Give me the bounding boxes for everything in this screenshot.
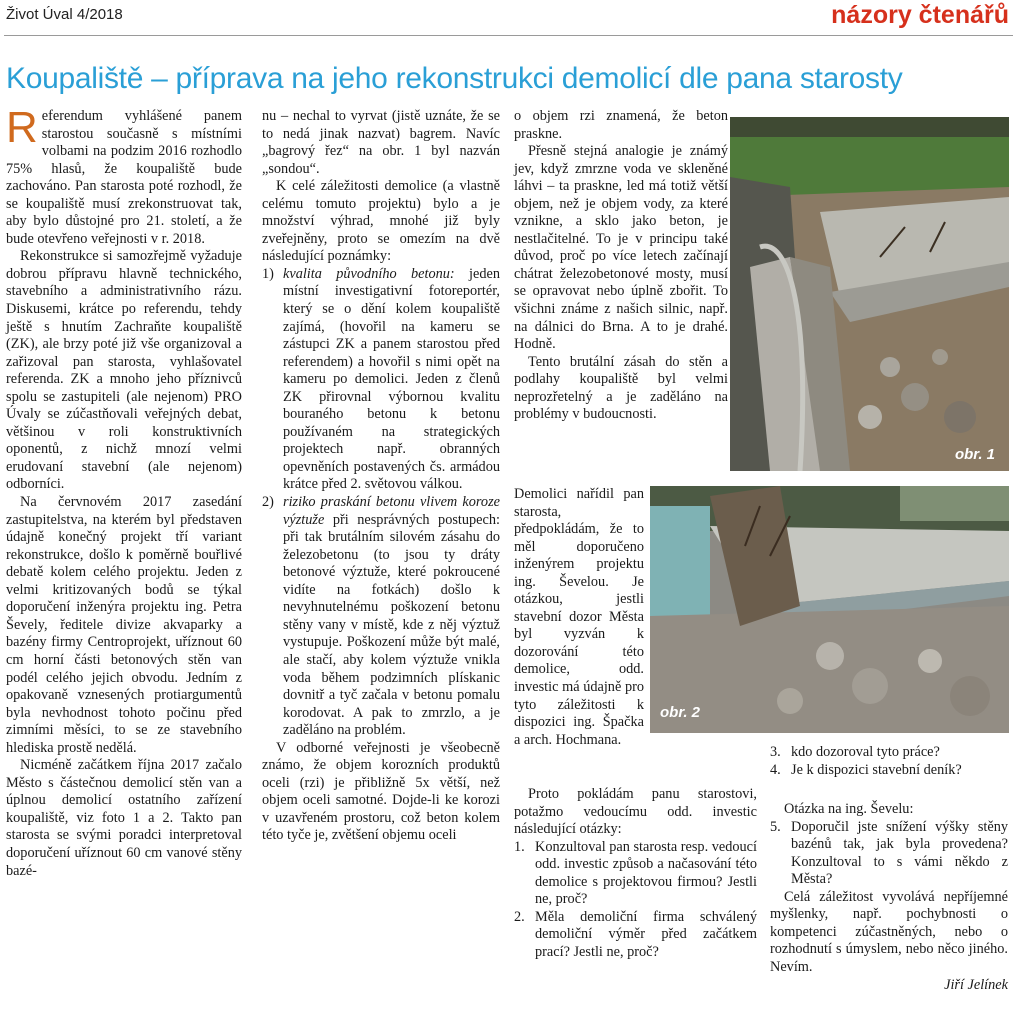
paragraph: o objem rzi znamená, že beton praskne. [514, 108, 728, 142]
paragraph: Proto pokládám panu starostovi, potažmo vedoucímu odd. investic následující otázky: [514, 786, 757, 838]
list-number: 1) [262, 265, 274, 282]
paragraph: Demolici nařídil pan starosta, předpokládám, že to měl doporučeno inženýrem projektu ing. Ševelou. Je otázkou, jestli stavební dozor Města byl vyzván k dozorování této demolice, odd. investic má údajně pro tyto záležitosti k dispozici ing. Špačka a arch. Hochmana. [514, 486, 644, 748]
column-3 [514, 108, 728, 424]
column-1 [6, 103, 242, 880]
list-item-text: Měla demoliční firma schválený demoliční výměr před začátkem prací? Jestli ne, proč? [535, 908, 757, 960]
list-item-heading: riziko praskání betonu vlivem koroze výztuže [283, 494, 500, 528]
list-item [514, 839, 757, 909]
paragraph [6, 103, 242, 248]
list-item-text: při nesprávných postupech: při tak brutálním silovém zásahu do železobetonu (to jsou ty dráty betonové výztuže, které pokroucené vidíte na fotkách) došlo k nevyhnutelnému poškození betonu stěny vany v místě, kde z něj výztuž vystupuje. Poškození může být malé, ale stačí, aby kolem výztuže vnikla voda během podzimních plískanic dovnitř a tyč začala v betonu pomalu korodovat. A pak to zmrzlo, a je zaděláno na problém. [283, 511, 500, 739]
paragraph: Na červnovém 2017 zasedání zastupitelstva, na kterém byl představen údajně konečný projekt tří variant rekonstrukce, došlo k poměrně bouřlivé debatě kolem celého projektu. Jeden z velmi kritizovaných bodů se týkal doporučení inženýra projektu ing. Petra Ševely, ředitele divize akvaparky a bazény firmy Centroprojekt, uříznout 60 cm horní části betonových stěn van podél celého jejich obvodu. Jedním z opakovaně vznesených protiargumentů byla nevhodnost tohoto počinu před zimními měsíci, to se ze stavebního hlediska prostě nedělá. [6, 494, 242, 756]
remarks-list [262, 266, 500, 740]
paragraph: V odborné veřejnosti je všeobecně známo, že objem korozních produktů oceli (rzi) je přibližně 5x větší, než objem oceli samotné. Dojde-li ke korozi v uzavřeném prostoru, což beton kolem této tyče je, zvětšení objemu oceli [262, 739, 500, 844]
paragraph: nu – nechal to vyrvat (jistě uznáte, že se to nedá jinak nazvat) bagrem. Navíc „bagrový řez“ na obr. 1 byl nazván „sondou“. [262, 108, 500, 177]
questions-block [514, 750, 757, 961]
column-3-narrow [514, 486, 644, 749]
list-number: 2. [514, 908, 525, 925]
paragraph: K celé záležitosti demolice (a vlastně celému tomuto projektu) bylo a je množství výhrad, mnohé již byly zveřejněny, proto se omezím na dvě následující poznámky: [262, 178, 500, 265]
photo-2-image [650, 486, 1009, 733]
issue-label: Život Úval 4/2018 [6, 6, 123, 23]
photo-demolished-pool-wall [730, 117, 1009, 471]
photo-1-caption: obr. 1 [954, 446, 995, 463]
paragraph: Celá záležitost vyvolává nepříjemné myšlenky, např. pochybnosti o kompetenci zúčastněných, nebo o rozhodnutí s úmyslem, nebo něco jiného. Nevím. [770, 888, 1008, 976]
column-4 [770, 744, 1008, 994]
author-signature: Jiří Jelínek [944, 976, 1008, 993]
article-title: Koupaliště – příprava na jeho rekonstrukci demolicí dle pana starosty [6, 62, 903, 95]
list-item-text: jeden místní investigativní fotoreportér, který se o dění kolem koupaliště zajímá, (hovořil na kameru se zástupci ZK a panem starostou před referendem) a hovořil s nimi opět na kameru po demolici. Jeden z členů ZK přirovnal výbornou kvalitu bouraného betonu k betonu používaném na strategických projektech např. obranných opevněních postavených čs. armádou krátce před 2. světovou válkou. [283, 265, 500, 493]
list-item [770, 819, 1008, 889]
paragraph-text: eferendum vyhlášené panem starostou současně s místními volbami na podzim 2016 rozhodlo 75% hlasů, že koupaliště bude zachováno. Pan starosta poté rozhodl, že se koupaliště musí zrekonstruovat tak, aby bylo důstojné pro 21. století, a že bude otevřeno veřejnosti v r. 2018. [6, 108, 242, 247]
paragraph: Přesně stejná analogie je známý jev, když zmrzne voda ve skleněné láhvi – ta praskne, led má totiž větší objem, než je objem vody, za které vznikne, a sklo jako beton, je nestlačitelné. To je v principu také důvod, proč po více letech začínají chátrat železobetonové mosty, musí se opravovat nebo úplně zbořit. To všichni známe z našich silnic, např. na dálnici do Brna. A to je drahé. Hodně. [514, 143, 728, 353]
list-item [770, 744, 1008, 762]
list-item-text: Konzultoval pan starosta resp. vedoucí odd. investic způsob a načasování této demolice s projektovou firmou? Jestli ne, proč? [535, 838, 757, 908]
paragraph: Tento brutální zásah do stěn a podlahy koupaliště byl velmi neprozřetelný a je zaděláno na problémy v budoucnosti. [514, 353, 728, 423]
list-item-text: Doporučil jste snížení výšky stěny bazénů tak, jak byla provedena? Konzultoval to s vámi někdo z Města? [791, 818, 1008, 888]
photo-2-caption: obr. 2 [660, 704, 701, 721]
list-number: 5. [770, 818, 781, 835]
list-number: 1. [514, 838, 525, 855]
list-number: 4. [770, 761, 781, 778]
column-2 [262, 108, 500, 845]
list-number: 2) [262, 494, 274, 511]
list-item [514, 909, 757, 962]
list-item-text: Je k dispozici stavební deník? [791, 761, 962, 778]
paragraph: Otázka na ing. Ševelu: [784, 801, 914, 818]
section-label: názory čtenářů [831, 1, 1009, 29]
photo-pool-wall-rubble [650, 486, 1009, 733]
questions-list-2 [770, 744, 1008, 779]
drop-cap: R [6, 103, 38, 152]
paragraph: Nicméně začátkem října 2017 začalo Město s částečnou demolicí stěn van a úplnou demolicí ostatního zařízení koupaliště, viz foto 1 a 2. Takto pan starosta se svými poradci interpretoval doporučení uříznout 60 cm vanové stěny bazé- [6, 757, 242, 879]
list-item [262, 266, 500, 494]
list-item-text: kdo dozoroval tyto práce? [791, 744, 940, 760]
paragraph: Rekonstrukce si samozřejmě vyžaduje dobrou přípravu hlavně technického, stavebního a administrativního rázu. Diskusemi, krátce po referendu, tehdy ještě s hnutím Zachraňte koupaliště (ZK), ale brzy poté již vše organizoval a zařizoval pan starosta, vyhlašovatel referenda. ZK a mnoho jeho příznivců spolu se zastupiteli (ale nejenom) PRO Úvaly se zúčastňovali veřejných debat, většinou v roli konstruktivních oponentů, z nichž mnozí velmi erudovaní stavební (ale nejenom) odborníci. [6, 248, 242, 493]
header-divider [4, 35, 1013, 36]
questions-list-3 [770, 819, 1008, 889]
list-item [770, 762, 1008, 780]
list-item [262, 494, 500, 740]
photo-1-image [730, 117, 1009, 471]
list-number: 3. [770, 744, 781, 760]
list-item-heading: kvalita původního betonu: [283, 265, 455, 282]
questions-list [514, 839, 757, 962]
